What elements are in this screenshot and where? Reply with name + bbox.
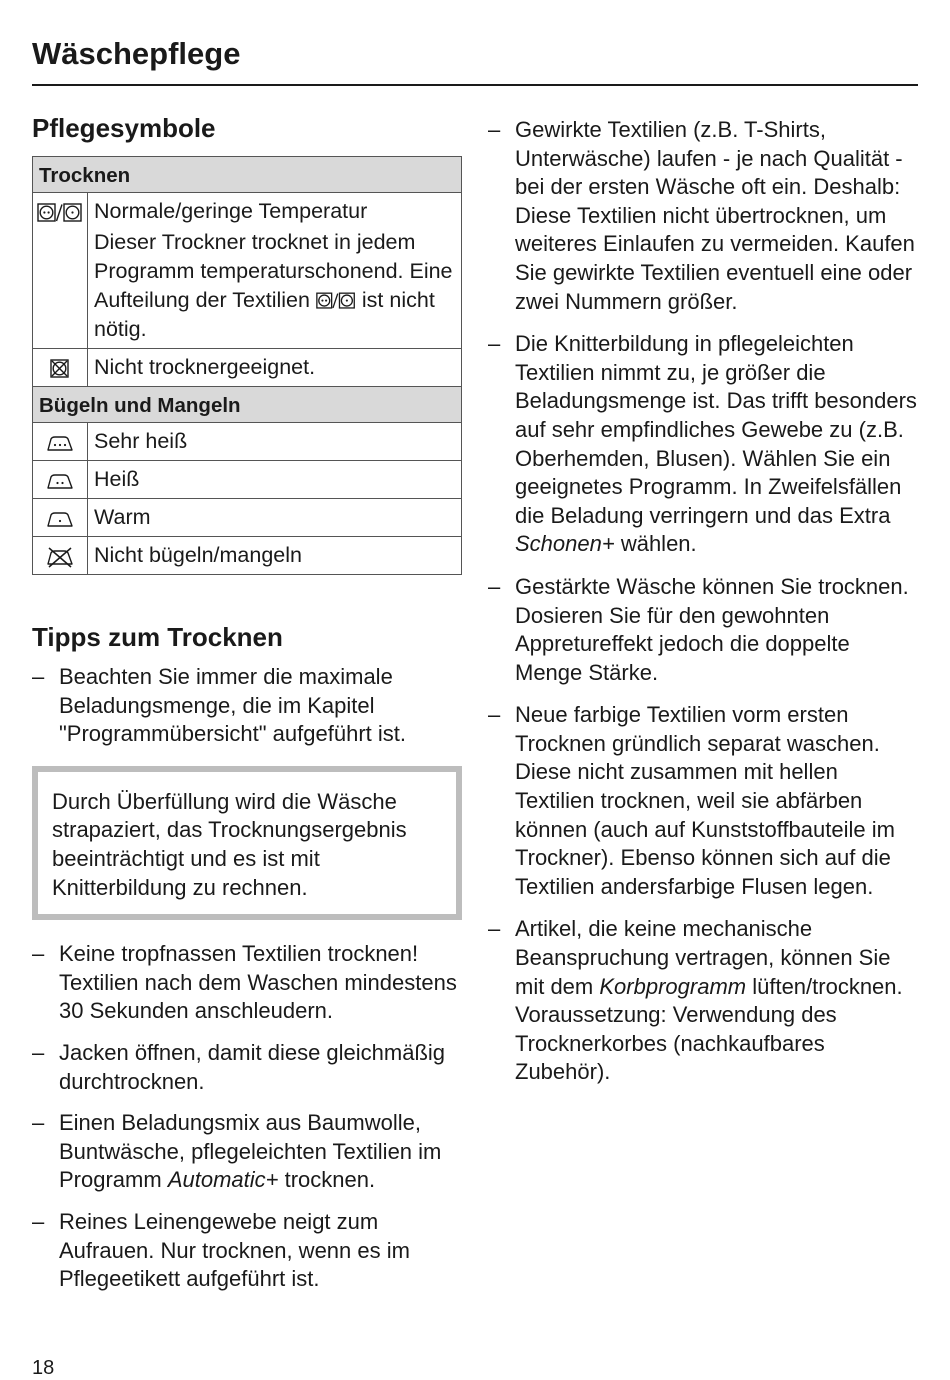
care-note-text: ist nicht nötig. [94,288,435,341]
table-group-header [33,157,462,193]
dash-bullet: – [488,916,501,942]
page-title: Wäschepflege [32,36,241,71]
group-header-ironing: Bügeln und Mangeln [33,387,462,423]
iron-two-dots-icon [46,472,74,490]
tip-text: Jacken öffnen, damit diese gleichmäßig durchtrocknen. [59,1039,446,1094]
title-divider [32,84,918,86]
do-not-iron-icon [46,546,74,568]
care-note-text: Dieser Trockner trocknet in jedem Programm temperaturschonend. Eine Aufteilung der Textilien [94,230,453,312]
tip-text: Keine tropfnassen Textilien trocknen! Textilien nach dem Waschen mindestens 30 Sekunden anschleudern. [59,941,457,1024]
care-description [88,193,462,349]
tip-text-part: trocknen. [284,1167,376,1193]
tip-text-part: wählen. [620,531,697,557]
tips-heading: Tipps zum Trocknen [32,622,283,652]
tumble-dry-normal-low-icon [33,193,88,349]
dash-bullet: – [488,331,501,357]
list-item [488,915,920,1087]
care-label: Nicht bügeln/mangeln [88,537,462,575]
iron-three-dots-icon [33,423,88,461]
page-number: 18 [32,1357,55,1379]
warning-text: Durch Überfüllung wird die Wäsche strapaziert, das Trocknungsergebnis beeinträchtigt und es ist mit Knitterbildung zu rechnen. [52,788,407,900]
tip-text-part: Die Knitterbildung in pflegeleichten Textilien nimmt zu, je größer die Beladungsmenge ist. Das trifft besonders auf sehr empfindliches Gewebe zu (z.B. Oberhemden, Blusen). Wählen Sie ein geeignetes Programm. In Zweifelsfällen die Beladung verringern und das Extra [515,331,917,528]
list-item [488,573,920,687]
list-item [32,663,462,749]
tips-list-left-bottom [32,940,462,1294]
list-item [32,940,462,1026]
tumble-dry-normal-low-icon [316,288,356,312]
tip-text-part: Einen Beladungsmix aus Baumwolle, Buntwäsche, pflegeleichten Textilien im Programm [59,1110,442,1193]
list-item [32,1109,462,1195]
dash-bullet: – [32,1039,45,1065]
tumble-dry-normal-low-icon [37,203,83,223]
table-row [33,193,462,349]
dash-bullet: – [32,941,45,967]
dash-bullet: – [32,664,45,689]
do-not-tumble-dry-icon [33,349,88,387]
iron-three-dots-icon [46,434,74,452]
dash-bullet: – [32,1110,45,1136]
dash-bullet: – [488,117,501,142]
tips-list-right [488,116,920,1087]
tip-text-part: Artikel, die keine mechanische Beanspruchung vertragen, können Sie mit dem [515,916,891,999]
tip-text [515,331,917,556]
table-row [33,423,462,461]
tips-list-left-top [32,663,462,749]
iron-one-dot-icon [33,499,88,537]
care-label: Normale/geringe Temperatur [94,199,368,223]
list-item [32,1208,462,1294]
care-label: Warm [88,499,462,537]
list-item [488,330,920,559]
table-row [33,349,462,387]
care-label: Heiß [88,461,462,499]
list-item [488,116,920,316]
care-symbols-table [32,156,462,575]
program-name: Automatic+ [167,1167,279,1193]
tip-text: Gestärkte Wäsche können Sie trocknen. Dosieren Sie für den gewohnten Appretureffekt jedoch die doppelte Menge Stärke. [515,573,909,685]
list-item [488,701,920,901]
extra-option-name: Schonen+ [515,531,615,557]
table-row [33,499,462,537]
list-item [32,1039,462,1096]
right-column [488,116,920,1101]
care-symbols-heading: Pflegesymbole [32,113,216,143]
dash-bullet: – [488,573,501,599]
table-row [33,537,462,575]
tip-text [515,916,903,1084]
do-not-tumble-dry-icon [50,359,70,379]
program-name: Korbprogramm [599,973,747,999]
warning-box [32,766,462,920]
tip-text [59,1110,441,1192]
left-column [32,108,462,1307]
care-label: Sehr heiß [88,423,462,461]
tip-text: Neue farbige Textilien vorm ersten Trocknen gründlich separat waschen. Diese nicht zusammen mit hellen Textilien trocknen, weil sie abfärben können (auch auf Kunststoffbauteile im Trockner). Ebenso können sich auf die Textilien andersfarbige Flusen legen. [515,702,895,899]
table-group-header [33,387,462,423]
table-row [33,461,462,499]
care-label: Nicht trocknergeeignet. [88,349,462,387]
care-note [94,228,455,344]
tip-text: Beachten Sie immer die maximale Beladungsmenge, die im Kapitel "Programmübersicht" aufgeführt ist. [59,664,406,747]
do-not-iron-icon [33,537,88,575]
tip-text-part: lüften/trocknen. Voraussetzung: Verwendung des Trocknerkorbes (nachkaufbares Zubehör). [515,973,903,1085]
dash-bullet: – [32,1208,45,1234]
tip-text: Gewirkte Textilien (z.B. T-Shirts, Unterwäsche) laufen - je nach Qualität - bei der ersten Wäsche oft ein. Deshalb: Diese Textilien nicht übertrocknen, um weiteres Einlaufen zu vermeiden. Kaufen Sie gewirkte Textilien eventuell eine oder zwei Nummern größer. [515,117,915,314]
iron-one-dot-icon [46,510,74,528]
iron-two-dots-icon [33,461,88,499]
tip-text: Reines Leinengewebe neigt zum Aufrauen. Nur trocknen, wenn es im Pflegeetikett aufgeführt ist. [59,1208,410,1292]
group-header-drying: Trocknen [33,157,462,193]
dash-bullet: – [488,702,501,728]
